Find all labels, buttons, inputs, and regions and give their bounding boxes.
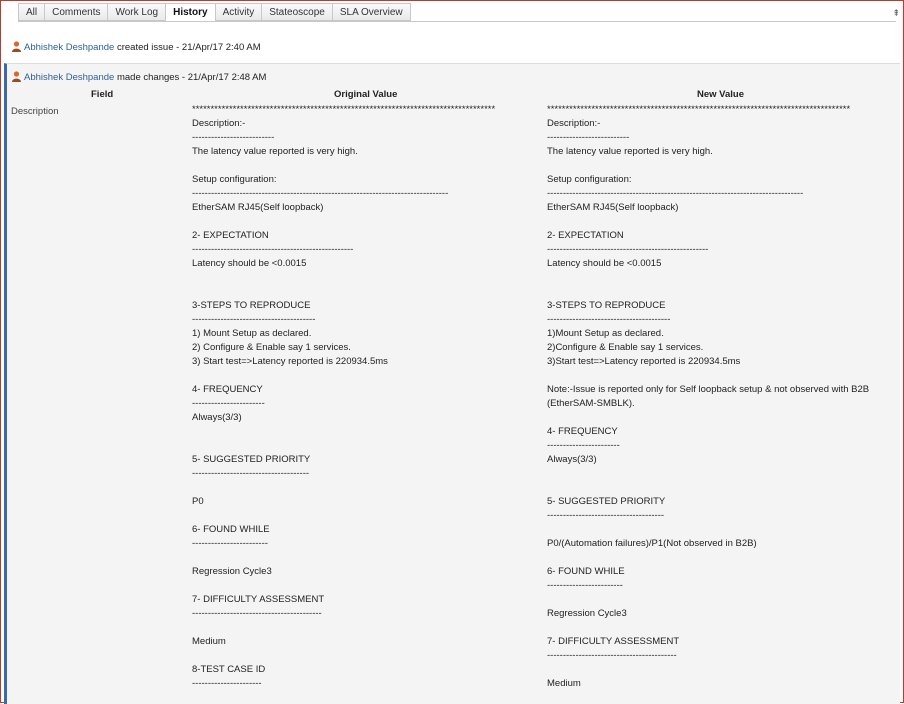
column-header-original: Original Value xyxy=(334,89,398,100)
author-link[interactable]: Abhishek Deshpande xyxy=(24,72,115,83)
user-avatar-icon xyxy=(12,71,21,82)
original-value-text: ********************************************************************************** Description:- -------------------------- The latency value reported is very high. Setup configuration: --------------------------------------------------------------------------------- EtherSAM RJ45(Self loopback) 2- EXPECTATION --------------------------------------------------- Latency should be <0.0015 3-STEPS TO REPRODUCE --------------------------------------- 1) Mount Setup as declared. 2) Configure & Enable say 1 services. 3) Start test=>Latency reported is 220934.5ms 4- FREQUENCY ----------------------- Always(3/3) 5- SUGGESTED PRIORITY ------------------------------------- P0 6- FOUND WHILE ------------------------ Regression Cycle3 7- DIFFICULTY ASSESSMENT ----------------------------------------- Medium 8-TEST CASE ID ---------------------- xyxy=(192,104,496,689)
tab-work-log[interactable]: Work Log xyxy=(107,3,165,21)
user-avatar-icon xyxy=(12,41,21,52)
tab-activity[interactable]: Activity xyxy=(215,3,262,21)
tab-all[interactable]: All xyxy=(18,3,44,21)
tab-stateoscope[interactable]: Stateoscope xyxy=(261,3,332,21)
entry-action-text: made changes - 21/Apr/17 2:48 AM xyxy=(114,72,267,83)
author-link[interactable]: Abhishek Deshpande xyxy=(24,42,115,53)
new-value-text: ********************************************************************************** Description:- -------------------------- The latency value reported is very high. Setup configuration: --------------------------------------------------------------------------------- EtherSAM RJ45(Self loopback) 2- EXPECTATION --------------------------------------------------- Latency should be <0.0015 3-STEPS TO REPRODUCE --------------------------------------- 1)Mount Setup as declared. 2)Configure & Enable say 1 services. 3)Start test=>Latency reported is 220934.5ms Note:-Issue is reported only for Self loopback setup & not observed with B2B (EtherSAM-SMBLK). 4- FREQUENCY ----------------------- Always(3/3) 5- SUGGESTED PRIORITY ------------------------------------- P0/(Automation failures)/P1(Not observed in B2B) 6- FOUND WHILE ------------------------ Regression Cycle3 7- DIFFICULTY ASSESSMENT ----------------------------------------- Medium xyxy=(547,104,870,689)
issue-tabs xyxy=(18,3,411,22)
entry-header xyxy=(12,71,266,83)
tab-history[interactable]: History xyxy=(165,3,214,22)
collapse-arrow-icon[interactable]: ⇞ xyxy=(892,8,900,18)
history-entry-created xyxy=(12,41,261,53)
history-entry-changes xyxy=(4,63,900,704)
tabs-divider xyxy=(18,21,896,22)
tab-comments[interactable]: Comments xyxy=(44,3,107,21)
column-header-field: Field xyxy=(91,89,114,100)
column-header-new: New Value xyxy=(697,89,744,100)
changed-field-name: Description xyxy=(11,106,59,117)
entry-action-text: created issue - 21/Apr/17 2:40 AM xyxy=(114,42,261,53)
tab-sla-overview[interactable]: SLA Overview xyxy=(332,3,411,21)
